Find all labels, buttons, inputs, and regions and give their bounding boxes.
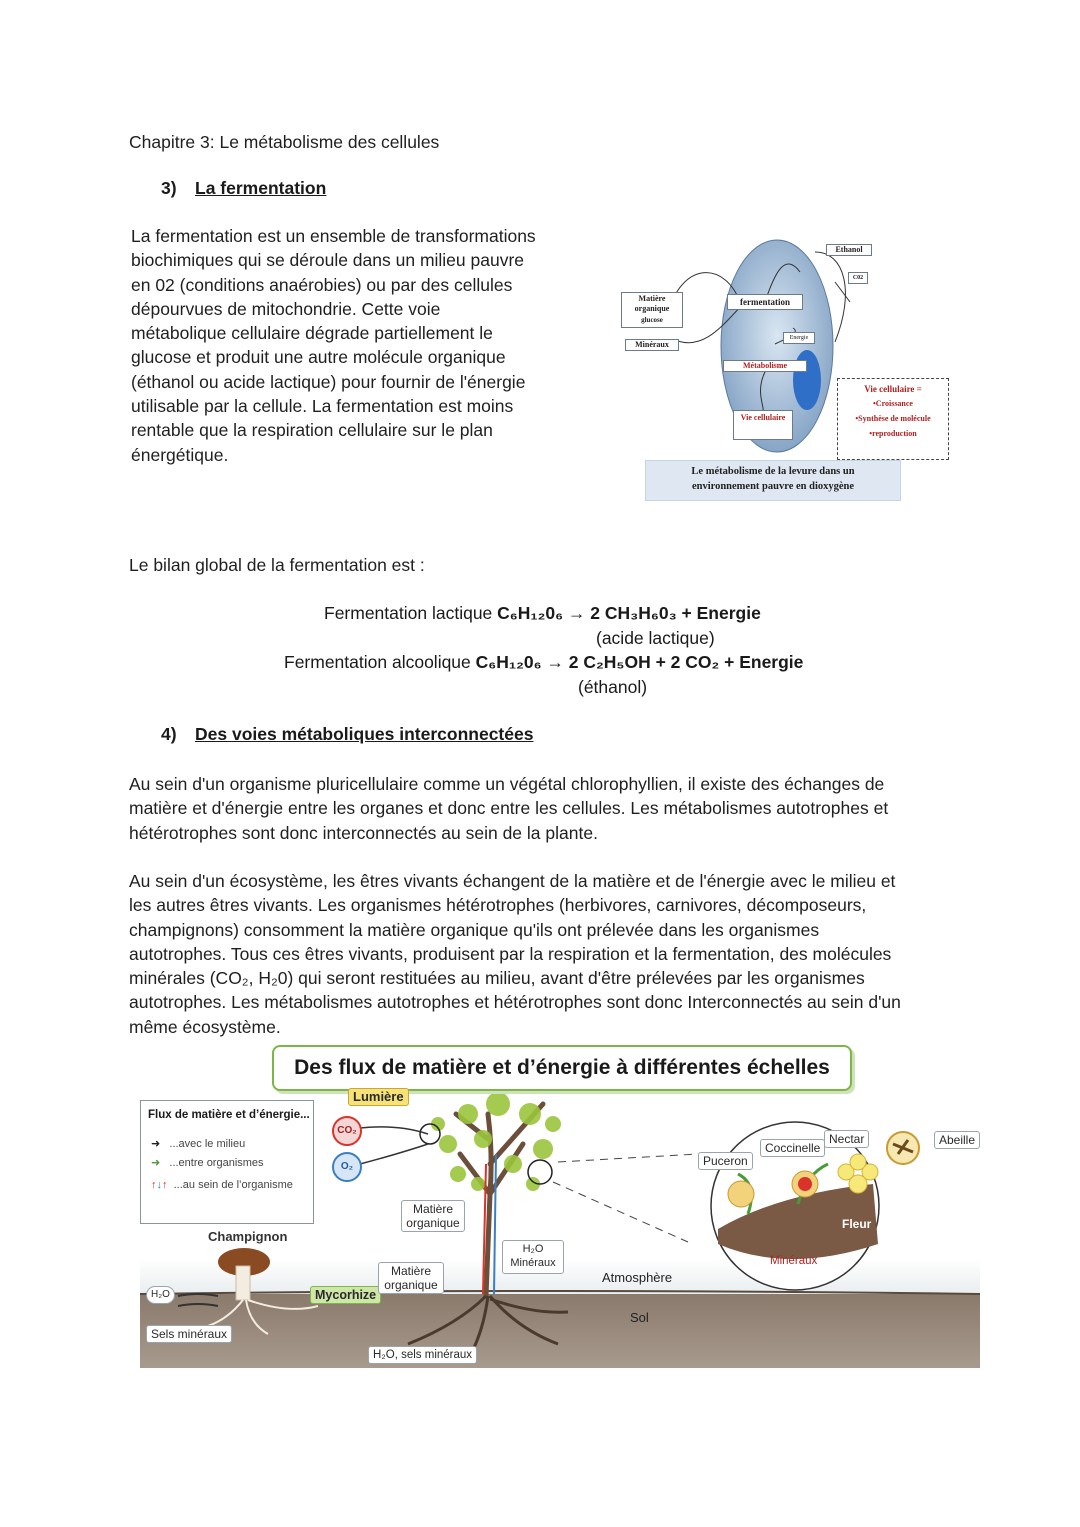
yeast-metabolism-diagram <box>615 232 955 504</box>
lactic-equation <box>324 601 761 625</box>
alcohol-formula: C₆H₁₂0₆ → 2 C₂H₅OH + 2 CO₂ + Energie <box>475 652 804 672</box>
arrow-right-icon: ➜ <box>151 1157 161 1169</box>
soil-label: Sol <box>630 1310 649 1325</box>
organic-matter-box <box>621 292 683 328</box>
section-3-heading <box>161 178 326 199</box>
water-minerals-label <box>502 1240 564 1274</box>
text-line: minérales (CO₂, H₂0) qui seront restituées au milieu, avant d'être prélevées par les organismes <box>129 968 865 989</box>
section-number: 4) <box>161 724 177 744</box>
text-line: rentable que la respiration cellulaire sur le plan <box>131 420 493 441</box>
fermentation-paragraph <box>131 224 581 467</box>
flower-label: Fleur <box>842 1217 872 1231</box>
cell-life-details <box>837 378 949 460</box>
energy-label: Energie <box>783 332 815 344</box>
cell-life-label: Vie cellulaire <box>733 410 793 440</box>
co2-bubble: CO₂ <box>332 1116 362 1146</box>
flux-legend <box>140 1100 314 1224</box>
water-label: H₂O <box>522 1243 544 1255</box>
text-line: matière et d'énergie entre les organes et donc entre les cellules. Les métabolismes autotrophes et <box>129 798 889 819</box>
text-line: Au sein d'un écosystème, les êtres vivants échangent de la matière et de l'énergie avec le milieu et <box>129 871 896 891</box>
legend-organismes-label: ...entre organismes <box>169 1157 264 1169</box>
minerals-label: Minéraux <box>625 339 679 351</box>
water-mineral-salts-label: H₂O, sels minéraux <box>368 1346 477 1364</box>
caption-line: environnement pauvre en dioxygène <box>691 481 855 492</box>
text-line: Au sein d'un organisme pluricellulaire comme un végétal chlorophyllien, il existe des échanges de <box>129 774 885 794</box>
plant-paragraph <box>129 772 959 845</box>
flux-diagram-title: Des flux de matière et d’énergie à différentes échelles <box>272 1045 852 1091</box>
text-line: dépourvues de mitochondrie. Cette voie <box>131 298 441 319</box>
mushroom-label: Champignon <box>208 1229 288 1244</box>
legend-milieu <box>151 1137 245 1150</box>
minerals-label: Minéraux <box>510 1257 556 1269</box>
light-label: Lumière <box>348 1088 409 1106</box>
flux-diagram <box>138 1044 984 1370</box>
synthesis-item: •Synthèse de molécule <box>855 414 931 423</box>
text-line: hétérotrophes sont donc interconnectés au sein de la plante. <box>129 822 598 843</box>
text-line: utilisable par la cellule. La fermentation est moins <box>131 396 514 417</box>
alcohol-note: (éthanol) <box>578 677 648 697</box>
cell-life-title: Vie cellulaire = <box>864 384 922 394</box>
co2-label: C02 <box>848 272 868 284</box>
legend-title: Flux de matière et d’énergie... <box>148 1109 310 1121</box>
text-line: les autres êtres vivants. Les organismes hétérotrophes (herbivores, carnivores, décomposeurs, <box>129 895 867 916</box>
nectar-label: Nectar <box>824 1130 869 1148</box>
text-line: autotrophes. Tous ces êtres vivants, produisent par la respiration et la fermentation, des molécules <box>129 943 892 964</box>
glucose-label: glucose <box>641 316 663 324</box>
text-line: énergétique. <box>131 444 229 465</box>
ladybug-label: Coccinelle <box>760 1139 825 1157</box>
o2-bubble: O₂ <box>332 1152 362 1182</box>
text-line: glucose et produit une autre molécule organique <box>131 347 506 368</box>
fermentation-label: fermentation <box>727 294 803 310</box>
h2o-left-label: H₂O <box>146 1286 175 1304</box>
section-4-heading <box>161 724 533 745</box>
bilan-intro: Le bilan global de la fermentation est : <box>129 555 425 575</box>
alcohol-label: Fermentation alcoolique <box>284 652 476 672</box>
mycorrhiza-label: Mycorhize <box>310 1286 381 1304</box>
organic-matter-label-2: Matière organique <box>378 1262 444 1294</box>
text-line: biochimiques qui se déroule dans un milieu pauvre <box>131 250 525 271</box>
text-line: en 02 (conditions anaérobies) ou par des cellules <box>131 274 513 295</box>
alcohol-equation <box>284 650 803 674</box>
section-number: 3) <box>161 178 177 198</box>
legend-organisme-label: ...au sein de l’organisme <box>173 1179 293 1191</box>
yeast-diagram-caption <box>645 460 901 501</box>
ecosystem-paragraph <box>129 869 969 1039</box>
atmosphere-label: Atmosphère <box>602 1270 673 1285</box>
caption-line: Le métabolisme de la levure dans un <box>691 466 855 477</box>
lactic-label: Fermentation lactique <box>324 603 498 623</box>
bee-label: Abeille <box>934 1131 980 1149</box>
section-title: La fermentation <box>195 178 327 198</box>
lactic-note: (acide lactique) <box>596 628 715 648</box>
reproduction-item: •reproduction <box>869 429 917 438</box>
minerals-zoom-label: Minéraux <box>770 1255 818 1267</box>
text-line: autotrophes. Les métabolismes autotrophes et hétérotrophes sont donc Interconnectés au sein d'un <box>129 992 901 1013</box>
chapter-title: Chapitre 3: Le métabolisme des cellules <box>129 132 440 152</box>
legend-organismes <box>151 1156 264 1169</box>
text-line: même écosystème. <box>129 1016 281 1037</box>
ethanol-label: Ethanol <box>826 244 872 256</box>
metabolism-label: Métabolisme <box>723 360 807 372</box>
arrow-up-icon: ↑ <box>151 1179 157 1191</box>
legend-milieu-label: ...avec le milieu <box>169 1138 246 1150</box>
text-line: métabolique cellulaire dégrade partiellement le <box>131 323 493 344</box>
text-line: champignons) consomment la matière organique qu'ils ont prélevée dans les organismes <box>129 919 820 940</box>
arrow-right-icon: ➜ <box>151 1138 161 1150</box>
growth-item: •Croissance <box>873 399 913 408</box>
lactic-formula: C₆H₁₂0₆ → 2 CH₃H₆0₃ + Energie <box>497 603 761 623</box>
legend-organisme <box>151 1179 293 1191</box>
section-title: Des voies métaboliques interconnectées <box>195 724 534 744</box>
mineral-salts-label: Sels minéraux <box>146 1325 232 1343</box>
organic-matter-label: Matière organique <box>634 294 670 313</box>
aphid-label: Puceron <box>698 1152 753 1170</box>
organic-matter-label: Matière organique <box>401 1200 465 1232</box>
arrow-up-icon: ↑ <box>162 1179 168 1191</box>
text-line: La fermentation est un ensemble de transformations <box>131 226 536 246</box>
arrow-down-icon: ↓ <box>156 1179 162 1191</box>
text-line: (éthanol ou acide lactique) pour fournir de l'énergie <box>131 371 526 392</box>
